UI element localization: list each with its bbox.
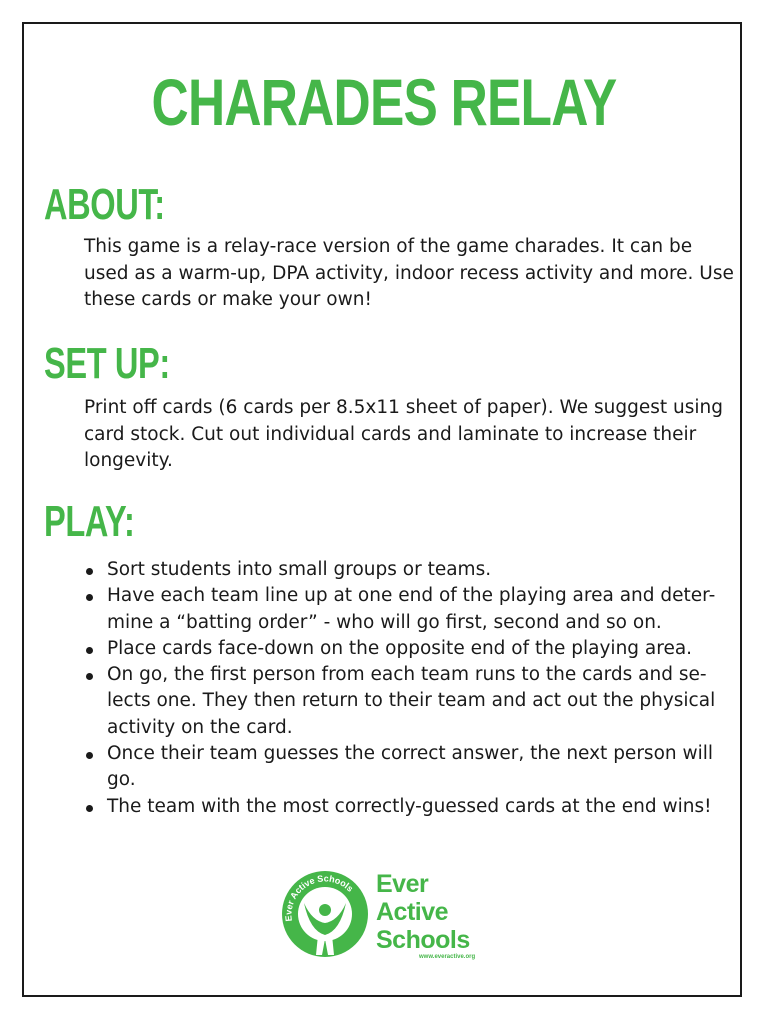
ever-active-schools-logo <box>280 866 500 966</box>
list-item: The team with the most correctly-guessed cards at the end wins! <box>84 794 734 820</box>
logo-line-active: Active <box>376 898 449 926</box>
logo-url: www.everactive.org <box>419 954 476 960</box>
logo-ring-text: Ever Active Schools <box>283 873 356 922</box>
about-heading: ABOUT: <box>44 180 165 229</box>
about-text: This game is a relay-race version of the game charades. It can be used as a warm-up, DPA activity, indoor recess activity and more. Use these cards or make your own! <box>84 236 734 310</box>
list-item: Sort students into small groups or teams. <box>84 557 734 583</box>
setup-heading: SET UP: <box>44 339 170 388</box>
person-arms-raised-icon <box>280 869 370 959</box>
setup-text: Print off cards (6 cards per 8.5x11 sheet of paper). We suggest using card stock. Cut out individual cards and laminate to increase their longevity. <box>84 397 723 471</box>
logo-line-schools: Schools <box>376 926 470 954</box>
logo-line-ever: Ever <box>376 870 429 898</box>
logo-wordmark <box>376 870 470 954</box>
list-item: Once their team guesses the correct answer, the next person will go. <box>84 741 734 794</box>
play-heading: PLAY: <box>44 497 135 546</box>
list-item: Have each team line up at one end of the playing area and deter-mine a “batting order” - who will go first, second and so on. <box>84 583 734 636</box>
page-title: CHARADES RELAY <box>151 65 617 139</box>
list-item: On go, the first person from each team runs to the cards and se-lects one. They then return to their team and act out the physical activity on the card. <box>84 662 734 741</box>
list-item: Place cards face-down on the opposite end of the playing area. <box>84 636 734 662</box>
play-list <box>84 557 734 820</box>
